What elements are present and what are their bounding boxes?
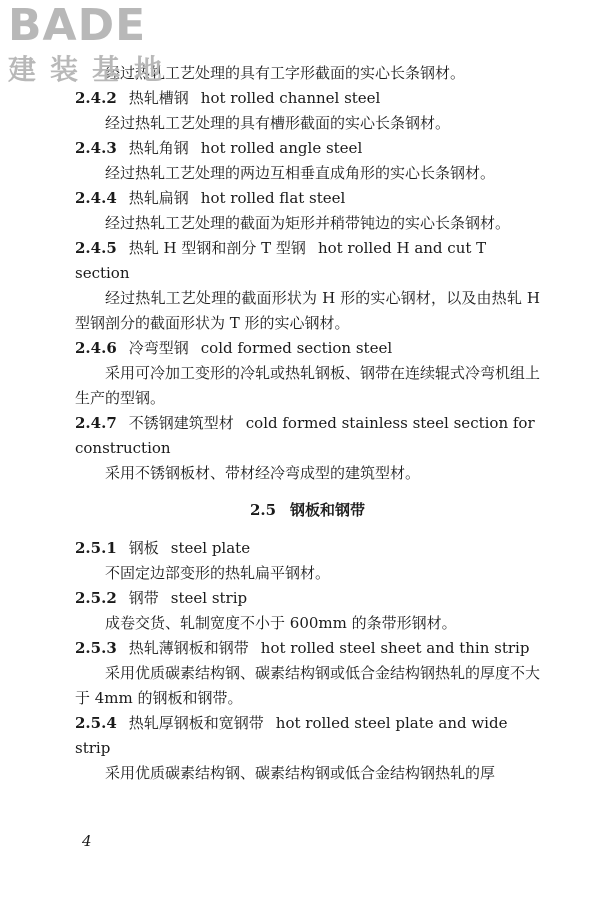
- section-title-text: 钢板和钢带: [290, 501, 366, 519]
- term-entry: [75, 586, 540, 611]
- term-chinese: 钢带: [128, 589, 159, 607]
- section-heading: [75, 498, 540, 523]
- term-definition: 采用不锈钢板材、带材经冷弯成型的建筑型材。: [105, 464, 421, 482]
- term-english: hot rolled H and cut T section: [75, 239, 487, 282]
- term-entry: [75, 536, 540, 561]
- term-entry: [75, 411, 540, 461]
- term-chinese: 热轧厚钢板和宽钢带: [128, 714, 264, 732]
- term-number: 2.5.4: [75, 714, 117, 732]
- section-number: 2.5: [249, 501, 277, 519]
- term-chinese: 热轧薄钢板和钢带: [128, 639, 249, 657]
- entries-2-4: [75, 86, 540, 486]
- term-entry: [75, 636, 540, 661]
- term-definition: 经过热轧工艺处理的截面形状为 H 形的实心钢材，以及由热轧 H 型钢剖分的截面形状为 T 形的实心钢材。: [75, 289, 540, 332]
- term-chinese: 热轧扁钢: [128, 189, 189, 207]
- term-chinese: 钢板: [128, 539, 159, 557]
- term-english: hot rolled steel plate and wide strip: [75, 714, 508, 757]
- term-chinese: 冷弯型钢: [128, 339, 189, 357]
- term-definition: 不固定边部变形的热轧扁平钢材。: [105, 564, 331, 582]
- term-definition: 采用可冷加工变形的冷轧或热轧钢板、钢带在连续辊式冷弯机组上生产的型钢。: [75, 364, 541, 407]
- term-chinese: 热轧 H 型钢和剖分 T 型钢: [128, 239, 306, 257]
- term-entry: [75, 236, 540, 286]
- term-english: steel strip: [170, 589, 248, 607]
- term-definition: 采用优质碳素结构钢、碳素结构钢或低合金结构钢热轧的厚度不大于 4mm 的钢板和钢带。: [75, 664, 541, 707]
- term-number: 2.4.5: [75, 239, 117, 257]
- term-entry: [75, 186, 540, 211]
- term-number: 2.5.1: [75, 539, 117, 557]
- term-chinese: 不锈钢建筑型材: [128, 414, 234, 432]
- watermark-cjk: 建装基地: [8, 53, 177, 86]
- term-number: 2.4.3: [75, 139, 117, 157]
- term-number: 2.5.3: [75, 639, 117, 657]
- term-definition: 经过热轧工艺处理的两边互相垂直成角形的实心长条钢材。: [105, 164, 496, 182]
- term-english: hot rolled angle steel: [200, 139, 363, 157]
- term-number: 2.4.4: [75, 189, 117, 207]
- term-english: hot rolled steel sheet and thin strip: [260, 639, 530, 657]
- term-english: cold formed section steel: [200, 339, 393, 357]
- watermark-latin: BADE: [8, 0, 147, 51]
- term-entry: [75, 711, 540, 761]
- term-number: 2.4.7: [75, 414, 117, 432]
- term-english: hot rolled flat steel: [200, 189, 346, 207]
- page-number: 4: [82, 832, 92, 850]
- term-definition: 成卷交货、轧制宽度不小于 600mm 的条带形钢材。: [105, 614, 457, 632]
- term-definition: 采用优质碳素结构钢、碳素结构钢或低合金结构钢热轧的厚: [105, 764, 496, 782]
- entries-2-5: [75, 536, 540, 786]
- watermark-logo: [8, 2, 178, 92]
- term-entry: [75, 336, 540, 361]
- term-number: 2.5.2: [75, 589, 117, 607]
- term-chinese: 热轧槽钢: [128, 89, 189, 107]
- term-english: steel plate: [170, 539, 251, 557]
- term-english: cold formed stainless steel section for construction: [75, 414, 535, 457]
- term-definition: 经过热轧工艺处理的具有槽形截面的实心长条钢材。: [105, 114, 451, 132]
- intro-paragraph: 经过热轧工艺处理的具有工字形截面的实心长条钢材。: [105, 64, 466, 82]
- term-entry: [75, 136, 540, 161]
- term-definition: 经过热轧工艺处理的截面为矩形并稍带钝边的实心长条钢材。: [105, 214, 511, 232]
- document-body: [75, 61, 540, 786]
- term-number: 2.4.6: [75, 339, 117, 357]
- term-english: hot rolled channel steel: [200, 89, 381, 107]
- term-chinese: 热轧角钢: [128, 139, 189, 157]
- term-number: 2.4.2: [75, 89, 117, 107]
